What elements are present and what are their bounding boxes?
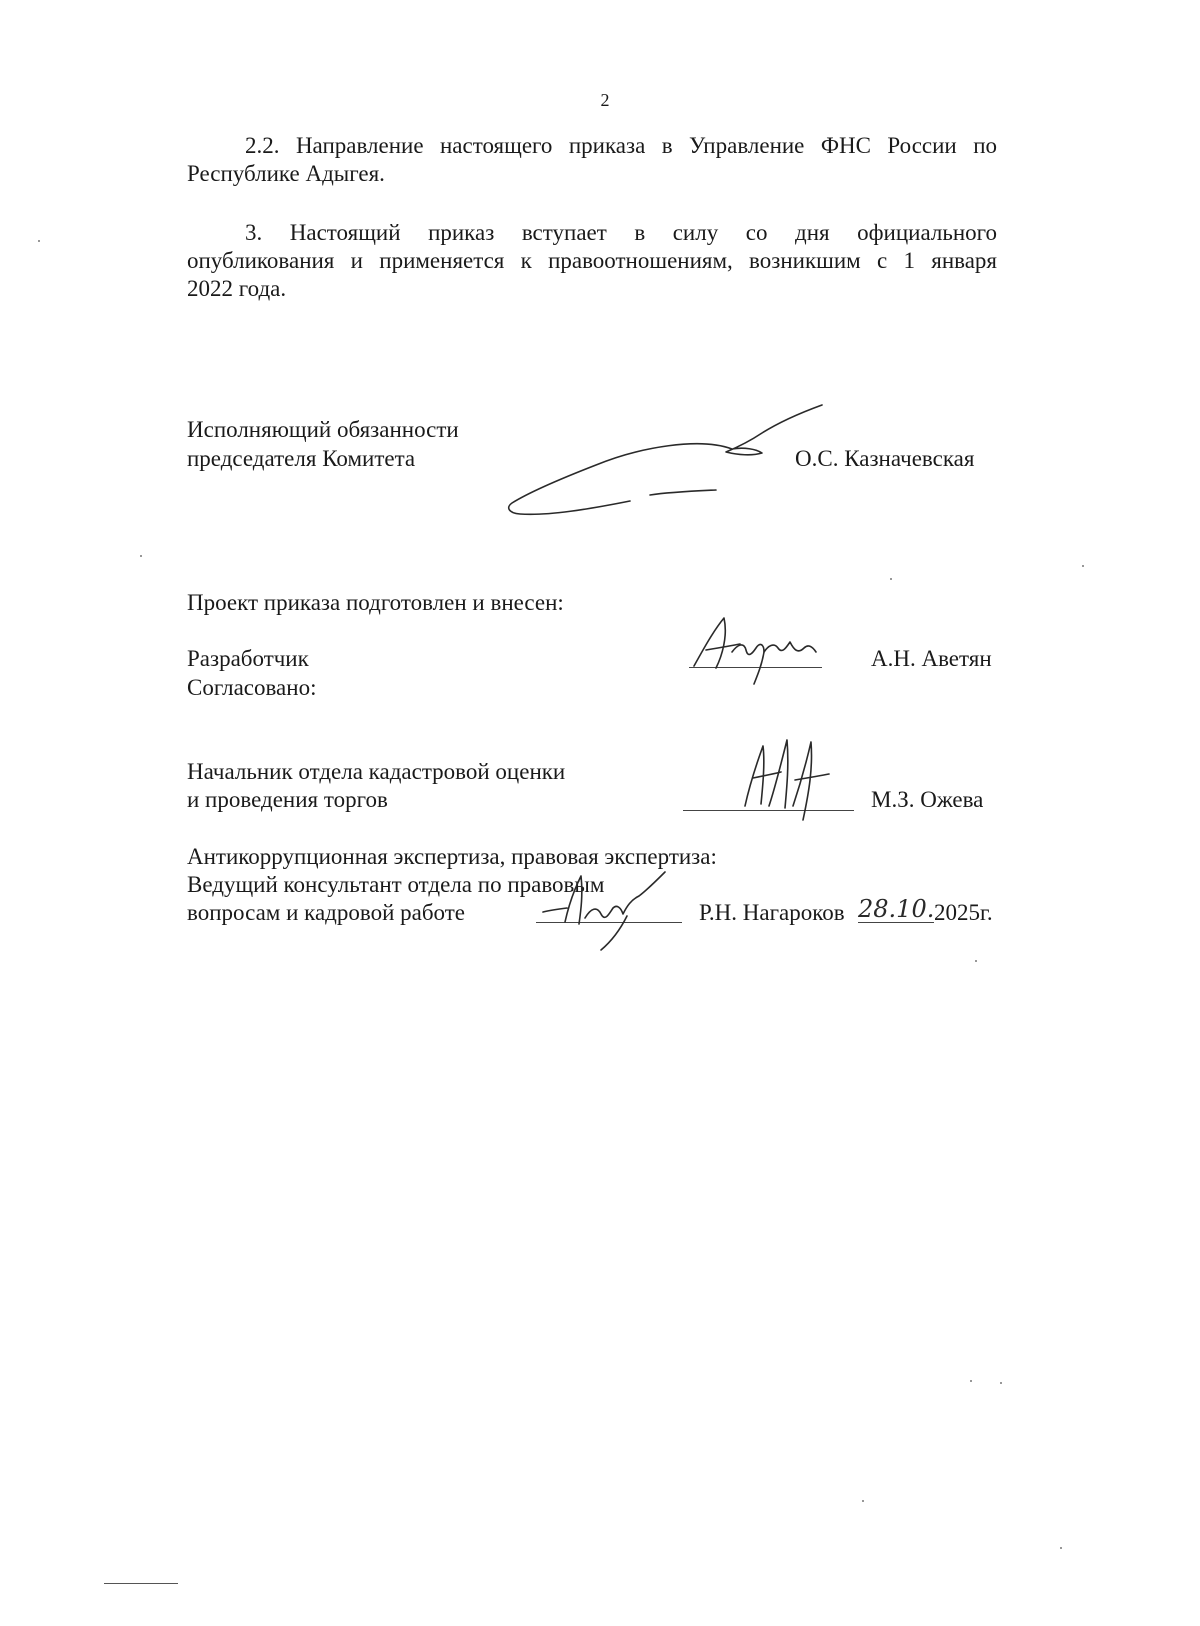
developer-signature [688,608,828,688]
clause-2-2-line-2: Республике Адыгея. [187,161,385,186]
consultant-role-line-2: вопросам и кадровой работе [187,900,466,925]
signatory-name: О.С. Казначевская [795,446,975,471]
consultant-role-line-1: Ведущий консультант отдела по правовым [187,872,605,897]
scan-speck [38,240,40,242]
handwritten-date: 28.10. [858,895,935,923]
head-signature [735,728,835,828]
head-role-line-2: и проведения торгов [187,787,388,812]
signatory-title-line-2: председателя Комитета [187,446,416,471]
scan-speck [1060,1547,1062,1549]
scan-mark [104,1583,178,1584]
scan-speck [140,555,142,557]
page-number: 2 [600,90,610,110]
signatory-title-line-1: Исполняющий обязанности [187,417,459,442]
head-name: М.З. Ожева [871,787,984,812]
scan-speck [862,1500,864,1502]
date-suffix: 2025г. [934,900,993,925]
date-underline [858,922,934,923]
scan-speck [890,578,892,580]
developer-name: А.Н. Аветян [871,646,992,671]
project-heading: Проект приказа подготовлен и внесен: [187,590,564,615]
agreed-label: Согласовано: [187,675,317,700]
scan-speck [1082,565,1084,567]
developer-role: Разработчик [187,646,309,671]
clause-2-2-line-1: 2.2. Направление настоящего приказа в Управление ФНС России по [245,133,997,158]
head-role-line-1: Начальник отдела кадастровой оценки [187,759,566,784]
consultant-name: Р.Н. Нагароков [699,900,845,925]
scan-speck [975,960,977,962]
clause-3-line-2: опубликования и применяется к правоотношениям, возникшим с 1 января [187,248,997,273]
scan-speck [1000,1382,1002,1384]
expertise-heading: Антикоррупционная экспертиза, правовая экспертиза: [187,844,717,869]
signatory-signature [500,395,840,525]
clause-3-line-1: 3. Настоящий приказ вступает в силу со дня официального [245,220,997,245]
clause-3-line-3: 2022 года. [187,276,287,301]
consultant-signature [535,860,685,955]
scan-speck [970,1380,972,1382]
